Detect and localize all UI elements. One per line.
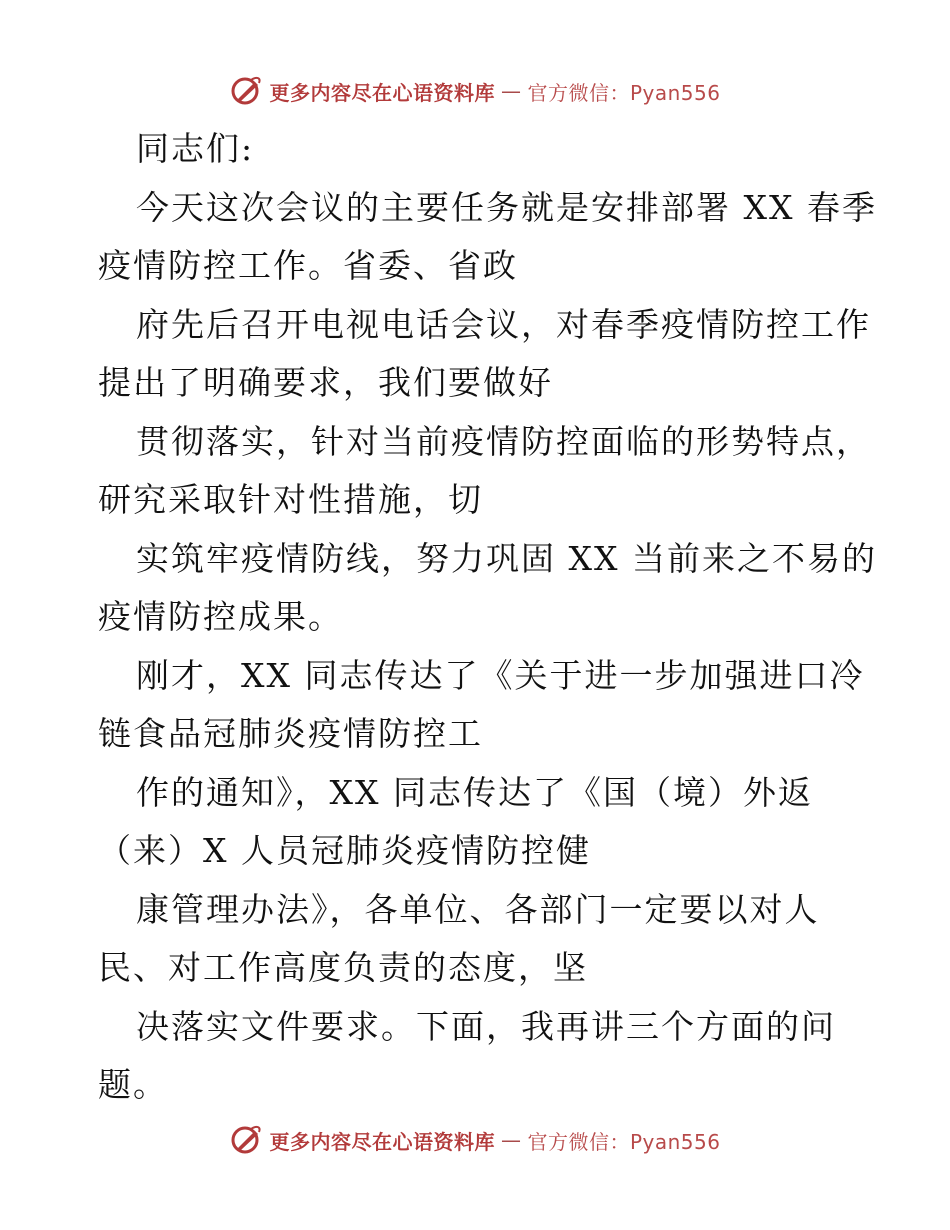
text-line: 府先后召开电视电话会议，对春季疫情防控工作 (136, 304, 871, 344)
text-line: 贯彻落实，针对当前疫情防控面临的形势特点， (136, 421, 871, 461)
text-line: 同志们: (136, 129, 255, 168)
text-line: （来）X 人员冠肺炎疫情防控健 (98, 831, 591, 870)
text-line: 研究采取针对性措施，切 (98, 480, 483, 519)
text-line: 决落实文件要求。下面，我再讲三个方面的问 (136, 1006, 836, 1046)
text-line: 作的通知》，XX 同志传达了《国（境）外返 (136, 772, 813, 812)
watermark-main-text: 更多内容尽在心语资料库 (269, 1129, 495, 1154)
text-line: 刚才，XX 同志传达了《关于进一步加强进口冷 (136, 655, 865, 695)
watermark-contact-text: 官方微信：Pyan556 (527, 80, 721, 105)
text-line: 民、对工作高度负责的态度，坚 (98, 948, 588, 987)
text-line: 链食品冠肺炎疫情防控工 (98, 714, 483, 753)
text-line: 疫情防控成果。 (98, 597, 343, 636)
watermark-separator: — (500, 79, 522, 103)
text-line: 今天这次会议的主要任务就是安排部署 XX 春季 (136, 187, 877, 227)
text-line: 康管理办法》，各单位、各部门一定要以对人 (136, 889, 820, 929)
document-body (98, 120, 877, 1115)
watermark-separator: — (500, 1128, 522, 1152)
watermark-contact-text: 官方微信：Pyan556 (527, 1129, 721, 1154)
header-watermark (0, 71, 950, 111)
text-line: 提出了明确要求，我们要做好 (98, 363, 553, 402)
watermark-main-text: 更多内容尽在心语资料库 (269, 80, 495, 105)
quill-logo-icon (229, 74, 263, 108)
footer-watermark (0, 1120, 950, 1160)
quill-logo-icon (229, 1123, 263, 1157)
text-line: 疫情防控工作。省委、省政 (98, 246, 518, 285)
text-line: 实筑牢疫情防线，努力巩固 XX 当前来之不易的 (136, 538, 877, 578)
text-line: 题。 (98, 1065, 168, 1104)
